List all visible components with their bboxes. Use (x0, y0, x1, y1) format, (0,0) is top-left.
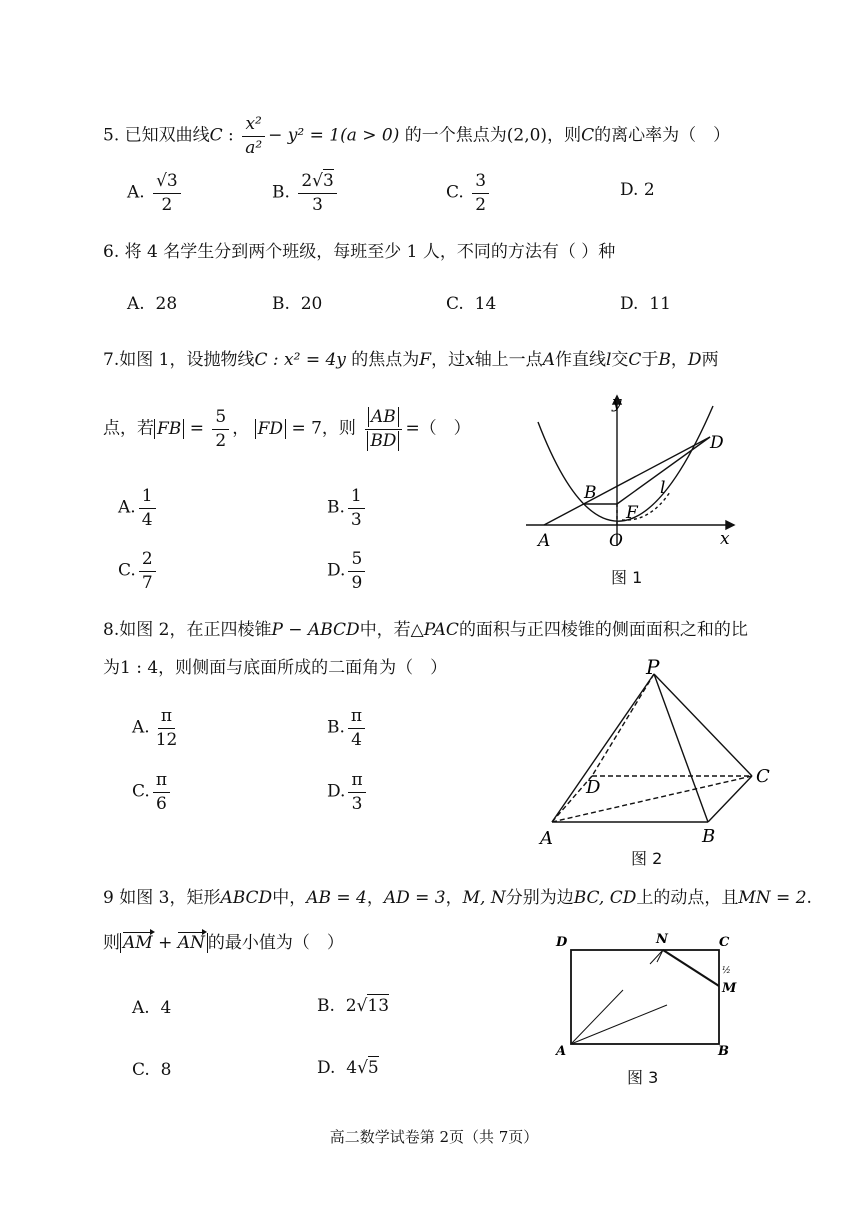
option-label: A. (132, 998, 150, 1018)
q8-text: ，则侧面与底面所成的二面角为（ ） (158, 658, 448, 678)
q9-line-1 (103, 890, 812, 907)
option-label: A. (132, 717, 150, 738)
q6-option-d (620, 296, 671, 313)
q9-text: 则 (103, 933, 120, 953)
q7-option-c (118, 550, 159, 592)
q9-option-a (132, 1000, 171, 1017)
vector-am-sketch (571, 990, 623, 1044)
option-coef: 2 (345, 996, 357, 1016)
q7-fd: FD (255, 419, 286, 439)
q5-eq-rest: − y² = 1(a > 0) (268, 125, 400, 146)
option-num: 1 (348, 487, 365, 509)
q7-line-2: 点，若 FB = $\frac{5}{2}$ ， FD = 7，则 $\frac{AB}{BD}$ =（ ） (103, 407, 471, 451)
q5-stem: 5. 已知双曲线C : $\frac{\text{x²}}{\text{a²}}$ − y² = 1(a > 0) 的一个焦点为(2,0)，则C的离心率为（ ） (103, 114, 731, 158)
q9-option-b: B. 2√13 (317, 996, 390, 1016)
option-label: B. (327, 497, 345, 518)
q5-option-c (446, 172, 492, 214)
q6-text: 将 4 名学生分到两个班级，每班至少 1 人，不同的方法有（ ）种 (124, 242, 616, 262)
fig1-label-y: y (612, 393, 622, 413)
fig1-label-a: A (538, 531, 551, 551)
q7-pt-a: A (542, 350, 555, 370)
q7-option-b (327, 487, 368, 529)
option-num: 3 (472, 172, 489, 194)
option-num: 5 (348, 550, 365, 572)
option-den: 2 (161, 194, 173, 215)
option-den: 3 (351, 793, 363, 814)
diagonal-ac (552, 776, 752, 822)
q8-pyramid: P − ABCD (271, 620, 360, 640)
fig1-label-l: l (660, 478, 666, 498)
q9-mn: MN = 2 (738, 888, 807, 908)
option-label: C. (446, 294, 464, 314)
option-num: 1 (139, 487, 156, 509)
option-num: √3 (153, 172, 181, 194)
q7-curve-c: C (628, 350, 642, 370)
q9-vec-am: AM (123, 933, 153, 953)
q9-text: 分别为边 (505, 888, 574, 908)
q9-vector-sum (120, 933, 208, 953)
q7-fb-den: 2 (215, 430, 227, 451)
q7-number: 7. (103, 350, 120, 370)
option-label: D. (620, 294, 639, 314)
edge-bc (708, 776, 752, 822)
q5-eq-num: x² (242, 115, 264, 137)
segment-mn (663, 950, 719, 986)
option-label: D. (620, 180, 639, 200)
q8-option-b (327, 707, 368, 749)
edge-pc (654, 674, 752, 776)
fig1-label-d: D (710, 433, 724, 453)
vector-an-sketch (571, 1005, 667, 1044)
option-den: 3 (312, 194, 323, 215)
q9-ab: AB = 4 (306, 888, 367, 908)
figure-2-pyramid (530, 652, 780, 852)
option-value: 8 (160, 1060, 172, 1080)
q6-option-c (446, 296, 496, 313)
q5-eq-fraction (242, 115, 265, 157)
fig3-label-d: D (556, 935, 568, 950)
q7-text: 作直线 (554, 350, 606, 370)
q9-line-2 (103, 935, 344, 952)
q8-text: 如图 2，在正四棱锥 (119, 620, 272, 640)
q5-option-d (620, 182, 655, 199)
edge-pb (654, 674, 708, 822)
fig3-label-n: N (656, 932, 668, 947)
q8-option-c (132, 771, 173, 813)
q5-curve-var: C (209, 125, 223, 146)
figure-1-parabola (520, 388, 750, 553)
option-num: 2 (139, 550, 156, 572)
option-value: 11 (649, 294, 671, 314)
fig3-label-a: A (556, 1044, 567, 1058)
option-radicand: 3 (322, 171, 334, 191)
fig1-label-x: x (720, 529, 730, 549)
q8-line-1 (103, 622, 748, 639)
q5-option-b: B. $\frac{2√3}{3}$ (272, 172, 340, 214)
option-label: C. (132, 1060, 150, 1080)
option-value: 14 (474, 294, 497, 314)
q9-plus: + (158, 933, 173, 953)
page-footer: 高二数学试卷第 2页（共 7页） (329, 1128, 539, 1146)
q9-mn-vars: M, N (462, 888, 506, 908)
option-label: B. (317, 996, 335, 1016)
q7-line-l: l (605, 350, 612, 370)
q9-ad: AD = 3 (383, 888, 446, 908)
option-label: D. (317, 1058, 336, 1078)
option-den: 6 (155, 793, 167, 814)
option-label: A. (127, 182, 145, 203)
q7-text: ， (232, 418, 250, 439)
option-num: π (158, 707, 175, 729)
rect-abcd (571, 950, 719, 1044)
q5-number: 5. (103, 125, 120, 146)
q9-rect: ABCD (220, 888, 273, 908)
q5-text-3: ，则 (547, 125, 582, 146)
fig3-label-m: M (722, 981, 737, 996)
option-label: A. (127, 294, 145, 314)
q6-option-b (272, 296, 322, 313)
q9-text: 中， (272, 888, 307, 908)
option-den: 3 (350, 509, 362, 530)
option-value: 20 (300, 294, 323, 314)
q8-number: 8. (103, 620, 120, 640)
q9-edges: BC, CD (573, 888, 637, 908)
option-value: 2 (643, 180, 655, 200)
fig1-label-f: F (626, 503, 638, 523)
q7-text: 的焦点为 (351, 350, 420, 370)
option-den: 2 (475, 194, 487, 215)
option-den: 12 (155, 729, 178, 750)
q7-text: ， (670, 350, 688, 370)
q7-text: 于 (641, 350, 659, 370)
q6-option-a (127, 296, 177, 313)
q9-text: 上的动点，且 (636, 888, 739, 908)
option-num: π (348, 771, 365, 793)
q9-option-d: D. 4√5 (317, 1058, 379, 1078)
option-coef: 4 (346, 1058, 358, 1078)
q5-focus: (2,0) (506, 125, 548, 146)
q5-text-2: 的一个焦点为 (404, 125, 507, 146)
figure-3-caption: 图 3 (627, 1068, 659, 1087)
q7-text: 点，若 (103, 418, 154, 439)
option-value: 4 (160, 998, 172, 1018)
option-den: 4 (351, 729, 362, 750)
q9-text: . (806, 888, 812, 908)
fig3-label-c: C (719, 935, 730, 950)
q7-text: 轴上一点 (474, 350, 543, 370)
q6-stem (103, 244, 615, 261)
q7-pt-d: D (687, 350, 702, 370)
q5-eq-den: a² (245, 137, 263, 158)
figure-2-caption: 图 2 (631, 849, 663, 868)
q8-text: 的面积与正四棱锥的侧面面积之和的比 (458, 620, 748, 640)
q7-option-d (327, 550, 368, 592)
fig2-label-b: B (702, 826, 716, 847)
q7-pt-b: B (658, 350, 671, 370)
option-radicand: 13 (367, 996, 390, 1016)
option-label: C. (446, 182, 464, 203)
q9-number: 9 (103, 888, 114, 908)
fig1-label-o: O (609, 531, 623, 551)
option-den: 9 (351, 572, 363, 593)
option-label: C. (132, 781, 150, 802)
q9-text: ， (445, 888, 463, 908)
option-label: B. (327, 717, 345, 738)
q7-text: ，则 (321, 418, 356, 439)
q7-text: ，过 (431, 350, 466, 370)
q8-text: 中，若△ (359, 620, 424, 640)
figure-3-rectangle (550, 928, 750, 1058)
fig2-label-d: D (586, 777, 601, 798)
q7-text: 交 (611, 350, 629, 370)
q9-text: 如图 3，矩形 (119, 888, 221, 908)
q8-ratio: 1 : 4 (120, 658, 159, 678)
fig2-label-c: C (756, 766, 770, 787)
option-label: C. (118, 560, 136, 581)
q8-option-a (132, 707, 183, 749)
q7-focus: F (419, 350, 432, 370)
edge-pa (552, 674, 654, 822)
q7-fd-val: = 7 (291, 418, 322, 439)
option-num: π (348, 707, 365, 729)
q5-text-4: 的离心率为（ ） (594, 125, 731, 146)
arrow-sketch (650, 950, 663, 964)
q8-text: 为 (103, 658, 120, 678)
q8-line-2 (103, 660, 447, 677)
option-label: D. (327, 560, 346, 581)
fig2-label-p: P (646, 655, 660, 679)
q7-text: =（ ） (405, 418, 471, 439)
q8-option-d (327, 771, 369, 813)
q7-line-1 (103, 352, 719, 369)
q5-option-a (127, 172, 184, 214)
q7-ratio-num: AB (368, 407, 399, 427)
q7-option-a (118, 487, 159, 529)
option-label: D. (327, 781, 346, 802)
fig3-label-b: B (718, 1044, 729, 1058)
option-coef: 2 (301, 171, 313, 191)
option-num: π (153, 771, 170, 793)
option-value: 28 (155, 294, 178, 314)
option-den: 7 (141, 572, 153, 593)
fig3-note: ½ (722, 966, 731, 976)
q9-text: ， (366, 888, 384, 908)
option-radicand: 5 (367, 1058, 379, 1078)
fig1-label-b: B (584, 483, 597, 503)
x-axis-arrow (726, 521, 734, 529)
q5-curve-var-2: C (581, 125, 595, 146)
figure-1-caption: 图 1 (611, 568, 643, 587)
option-label: A. (118, 497, 136, 518)
q7-axis: x (465, 350, 475, 370)
q9-vec-an: AN (177, 933, 205, 953)
option-label: B. (272, 182, 290, 203)
option-den: 4 (141, 509, 153, 530)
fig2-label-a: A (540, 828, 553, 849)
q7-fb-num: 5 (212, 408, 229, 430)
q7-fb: FB (154, 419, 184, 439)
q7-text: 如图 1，设抛物线 (119, 350, 255, 370)
q6-number: 6. (103, 242, 120, 262)
q7-curve: C : x² = 4y (254, 350, 346, 370)
option-label: B. (272, 294, 290, 314)
q7-text: 两 (701, 350, 719, 370)
edge-pd (592, 674, 654, 776)
q9-option-c (132, 1062, 171, 1079)
q5-text-1: 已知双曲线 (124, 125, 210, 146)
q8-triangle: PAC (423, 620, 459, 640)
q7-ratio-den: BD (367, 431, 399, 451)
q9-text: 的最小值为（ ） (207, 933, 344, 953)
